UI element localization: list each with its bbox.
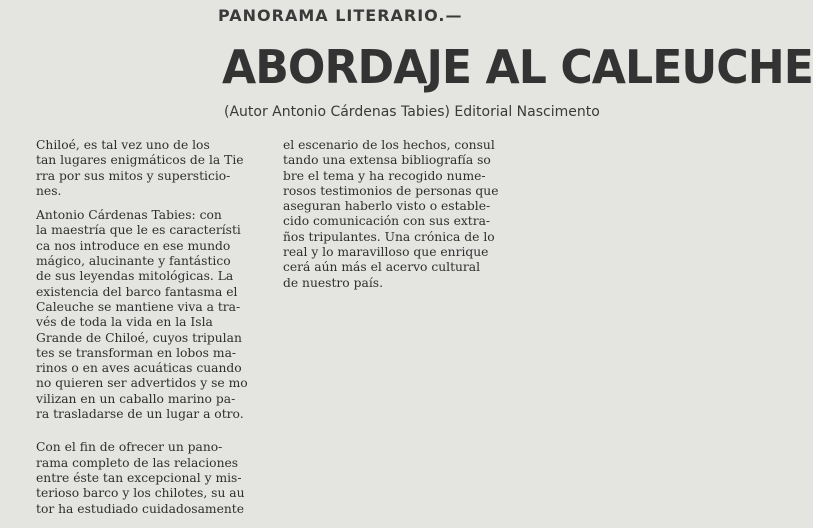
article-headline: ABORDAJE AL CALEUCHE [222,40,813,94]
section-kicker: PANORAMA LITERARIO.— [218,6,463,25]
paragraph: Con el fin de ofrecer un pano- rama completo de las relaciones entre éste tan excepcional y mis- terioso barco y los chilotes, su au tor ha estudiado cuidadosamente [36,440,245,516]
article-byline: (Autor Antonio Cárdenas Tabies) Editorial Nascimento [224,104,600,120]
article-column-left [36,138,257,517]
article-column-right [283,138,507,291]
paragraph: Chiloé, es tal vez uno de los tan lugares enigmáticos de la Tie rra por sus mitos y supersticio- nes. [36,138,244,198]
paragraph: Antonio Cárdenas Tabies: con la maestría que le es característi ca nos introduce en ese mundo mágico, alucinante y fantástico de sus leyendas mitológicas. La existencia del barco fantasma el Caleuche se mantiene viva a tra- vés de toda la vida en la Isla Grande de Chiloé, cuyos tripulan tes se transforman en lobos ma- rinos o en aves acuáticas cuando no quieren ser advertidos y se mo vilizan en un caballo marino pa- ra trasladarse de un lugar a otro. [36,208,248,422]
paragraph: el escenario de los hechos, consul tando una extensa bibliografía so bre el tema y ha recogido nume- rosos testimonios de personas que aseguran haberlo visto o estable- cido comunicación con sus extra- ños tripulantes. Una crónica de lo real y lo maravilloso que enrique cerá aún más el acervo cultural de nuestro país. [283,138,499,290]
